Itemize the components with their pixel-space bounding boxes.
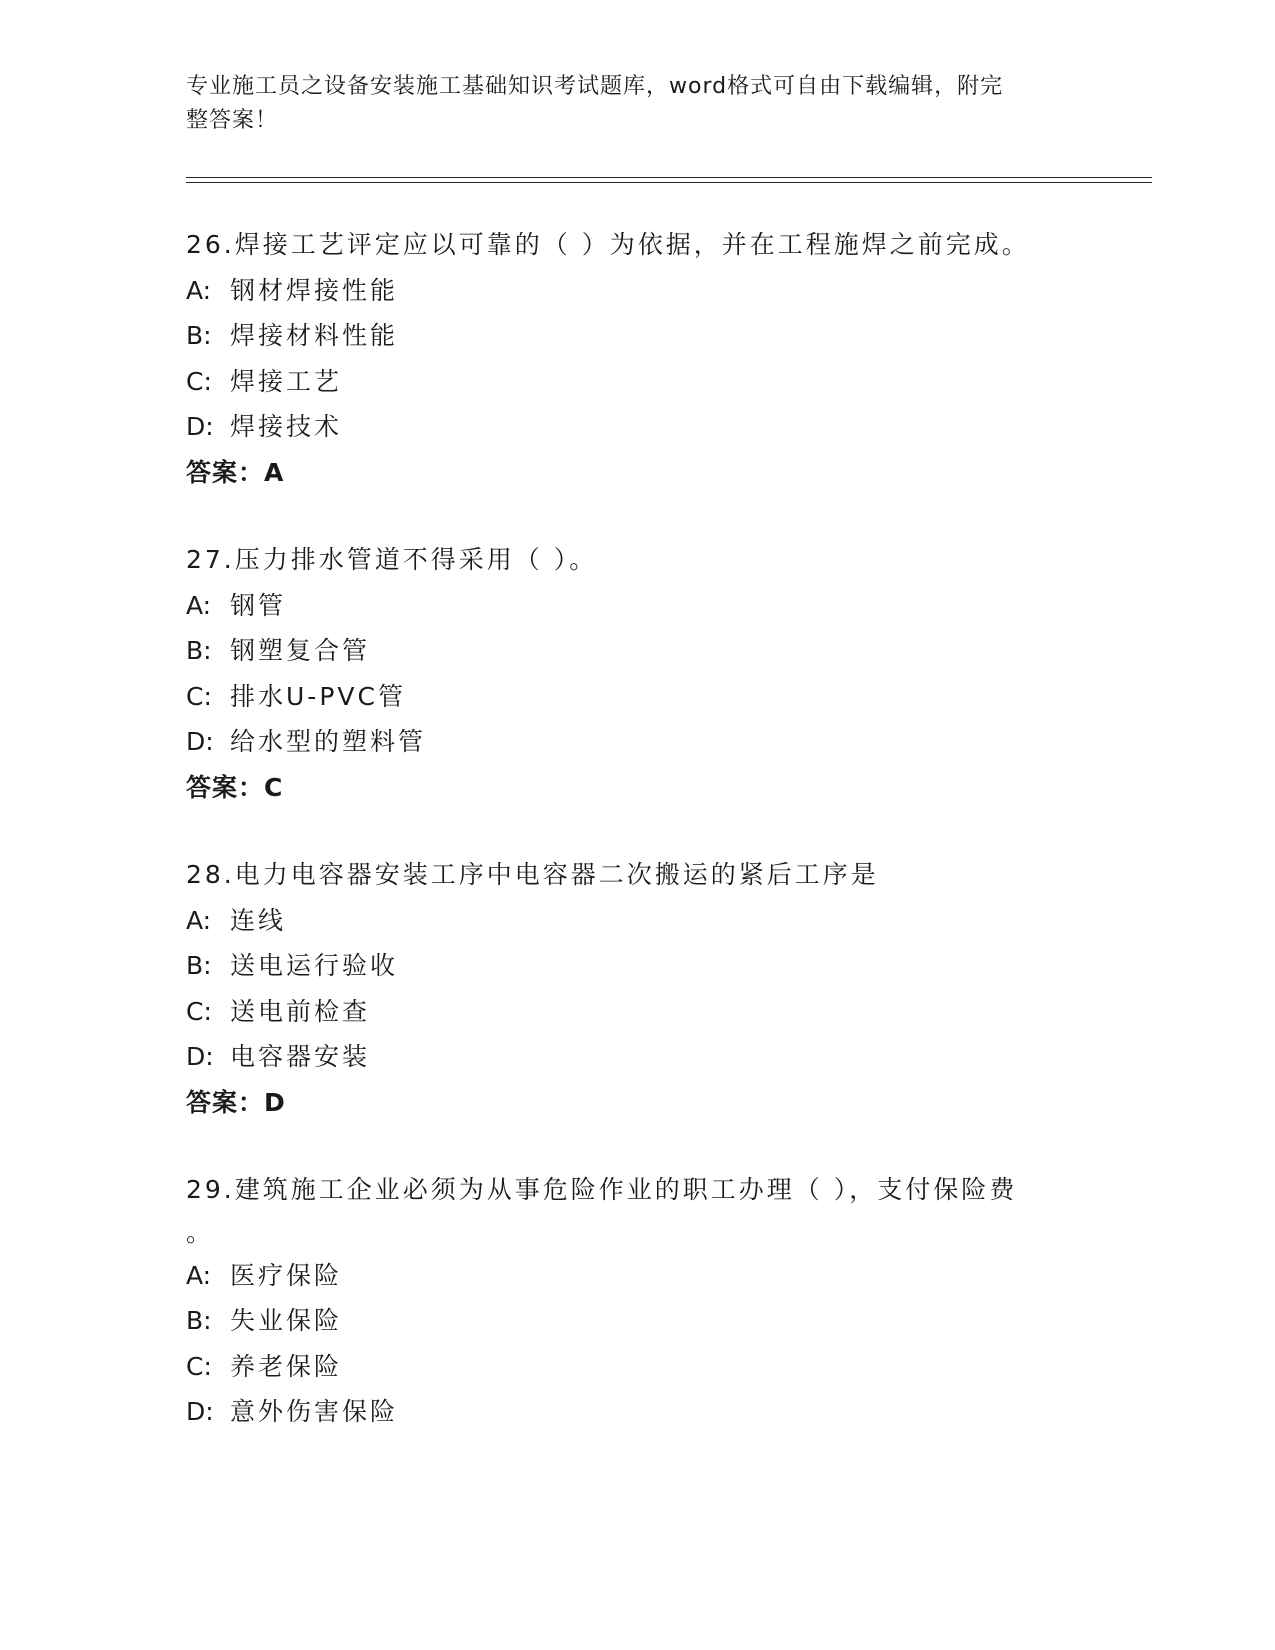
- option-text: 焊接工艺: [230, 366, 343, 396]
- option-letter: D:: [186, 1397, 214, 1426]
- option-text: 钢塑复合管: [230, 636, 371, 665]
- option-letter: A:: [186, 275, 212, 305]
- option-a: [186, 583, 1086, 629]
- question-28: [186, 852, 1086, 1125]
- option-d: [186, 719, 1086, 765]
- option-letter: C:: [186, 996, 212, 1026]
- option-b: [186, 1298, 1086, 1344]
- option-letter: B:: [186, 321, 212, 350]
- option-letter: C:: [186, 1351, 212, 1381]
- option-text: 医疗保险: [230, 1260, 343, 1290]
- option-c: [186, 1344, 1086, 1390]
- answer: 答案：D: [186, 1087, 286, 1117]
- question-29: [186, 1167, 1086, 1435]
- option-b: [186, 313, 1086, 359]
- option-c: [186, 674, 1086, 720]
- option-a: [186, 268, 1086, 314]
- option-letter: A:: [186, 1260, 212, 1290]
- option-letter: C:: [186, 681, 212, 711]
- option-c: [186, 989, 1086, 1035]
- question-stem: 27.压力排水管道不得采用（ ）。: [186, 545, 598, 574]
- option-text: 排水U-PVC管: [230, 681, 406, 711]
- option-letter: D:: [186, 1042, 214, 1071]
- option-letter: D:: [186, 727, 214, 756]
- option-a: [186, 898, 1086, 944]
- header-rule-top: [186, 177, 1152, 178]
- question-stem: 28.电力电容器安装工序中电容器二次搬运的紧后工序是: [186, 860, 879, 889]
- option-text: 焊接技术: [230, 412, 343, 441]
- option-a: [186, 1253, 1086, 1299]
- option-letter: A:: [186, 905, 212, 935]
- option-text: 失业保险: [230, 1306, 343, 1335]
- question-26: [186, 222, 1086, 495]
- option-b: [186, 943, 1086, 989]
- option-letter: B:: [186, 951, 212, 980]
- option-text: 钢材焊接性能: [230, 275, 399, 305]
- option-text: 送电前检查: [230, 996, 371, 1026]
- option-text: 钢管: [230, 590, 287, 620]
- option-text: 焊接材料性能: [230, 321, 399, 350]
- question-stem: 26.焊接工艺评定应以可靠的（ ）为依据，并在工程施焊之前完成。: [186, 230, 1030, 259]
- option-text: 养老保险: [230, 1351, 343, 1381]
- option-d: [186, 1034, 1086, 1080]
- option-letter: D:: [186, 412, 214, 441]
- question-stem-continuation: 。: [186, 1217, 215, 1247]
- question-stem: 29.建筑施工企业必须为从事危险作业的职工办理（ ），支付保险费: [186, 1175, 1018, 1204]
- question-27: [186, 537, 1086, 810]
- answer: 答案：C: [186, 772, 284, 802]
- answer: 答案：A: [186, 457, 285, 487]
- option-letter: C:: [186, 366, 212, 396]
- option-text: 电容器安装: [230, 1042, 371, 1071]
- option-c: [186, 359, 1086, 405]
- option-text: 送电运行验收: [230, 951, 399, 980]
- option-letter: A:: [186, 590, 212, 620]
- option-text: 连线: [230, 905, 287, 935]
- option-text: 给水型的塑料管: [230, 727, 427, 756]
- option-letter: B:: [186, 1306, 212, 1335]
- option-text: 意外伤害保险: [230, 1397, 399, 1426]
- option-d: [186, 404, 1086, 450]
- option-b: [186, 628, 1086, 674]
- option-d: [186, 1389, 1086, 1435]
- option-letter: B:: [186, 636, 212, 665]
- header-rule-bottom: [186, 182, 1152, 183]
- document-header: 专业施工员之设备安装施工基础知识考试题库，word格式可自由下载编辑，附完 整答案！: [186, 74, 1004, 133]
